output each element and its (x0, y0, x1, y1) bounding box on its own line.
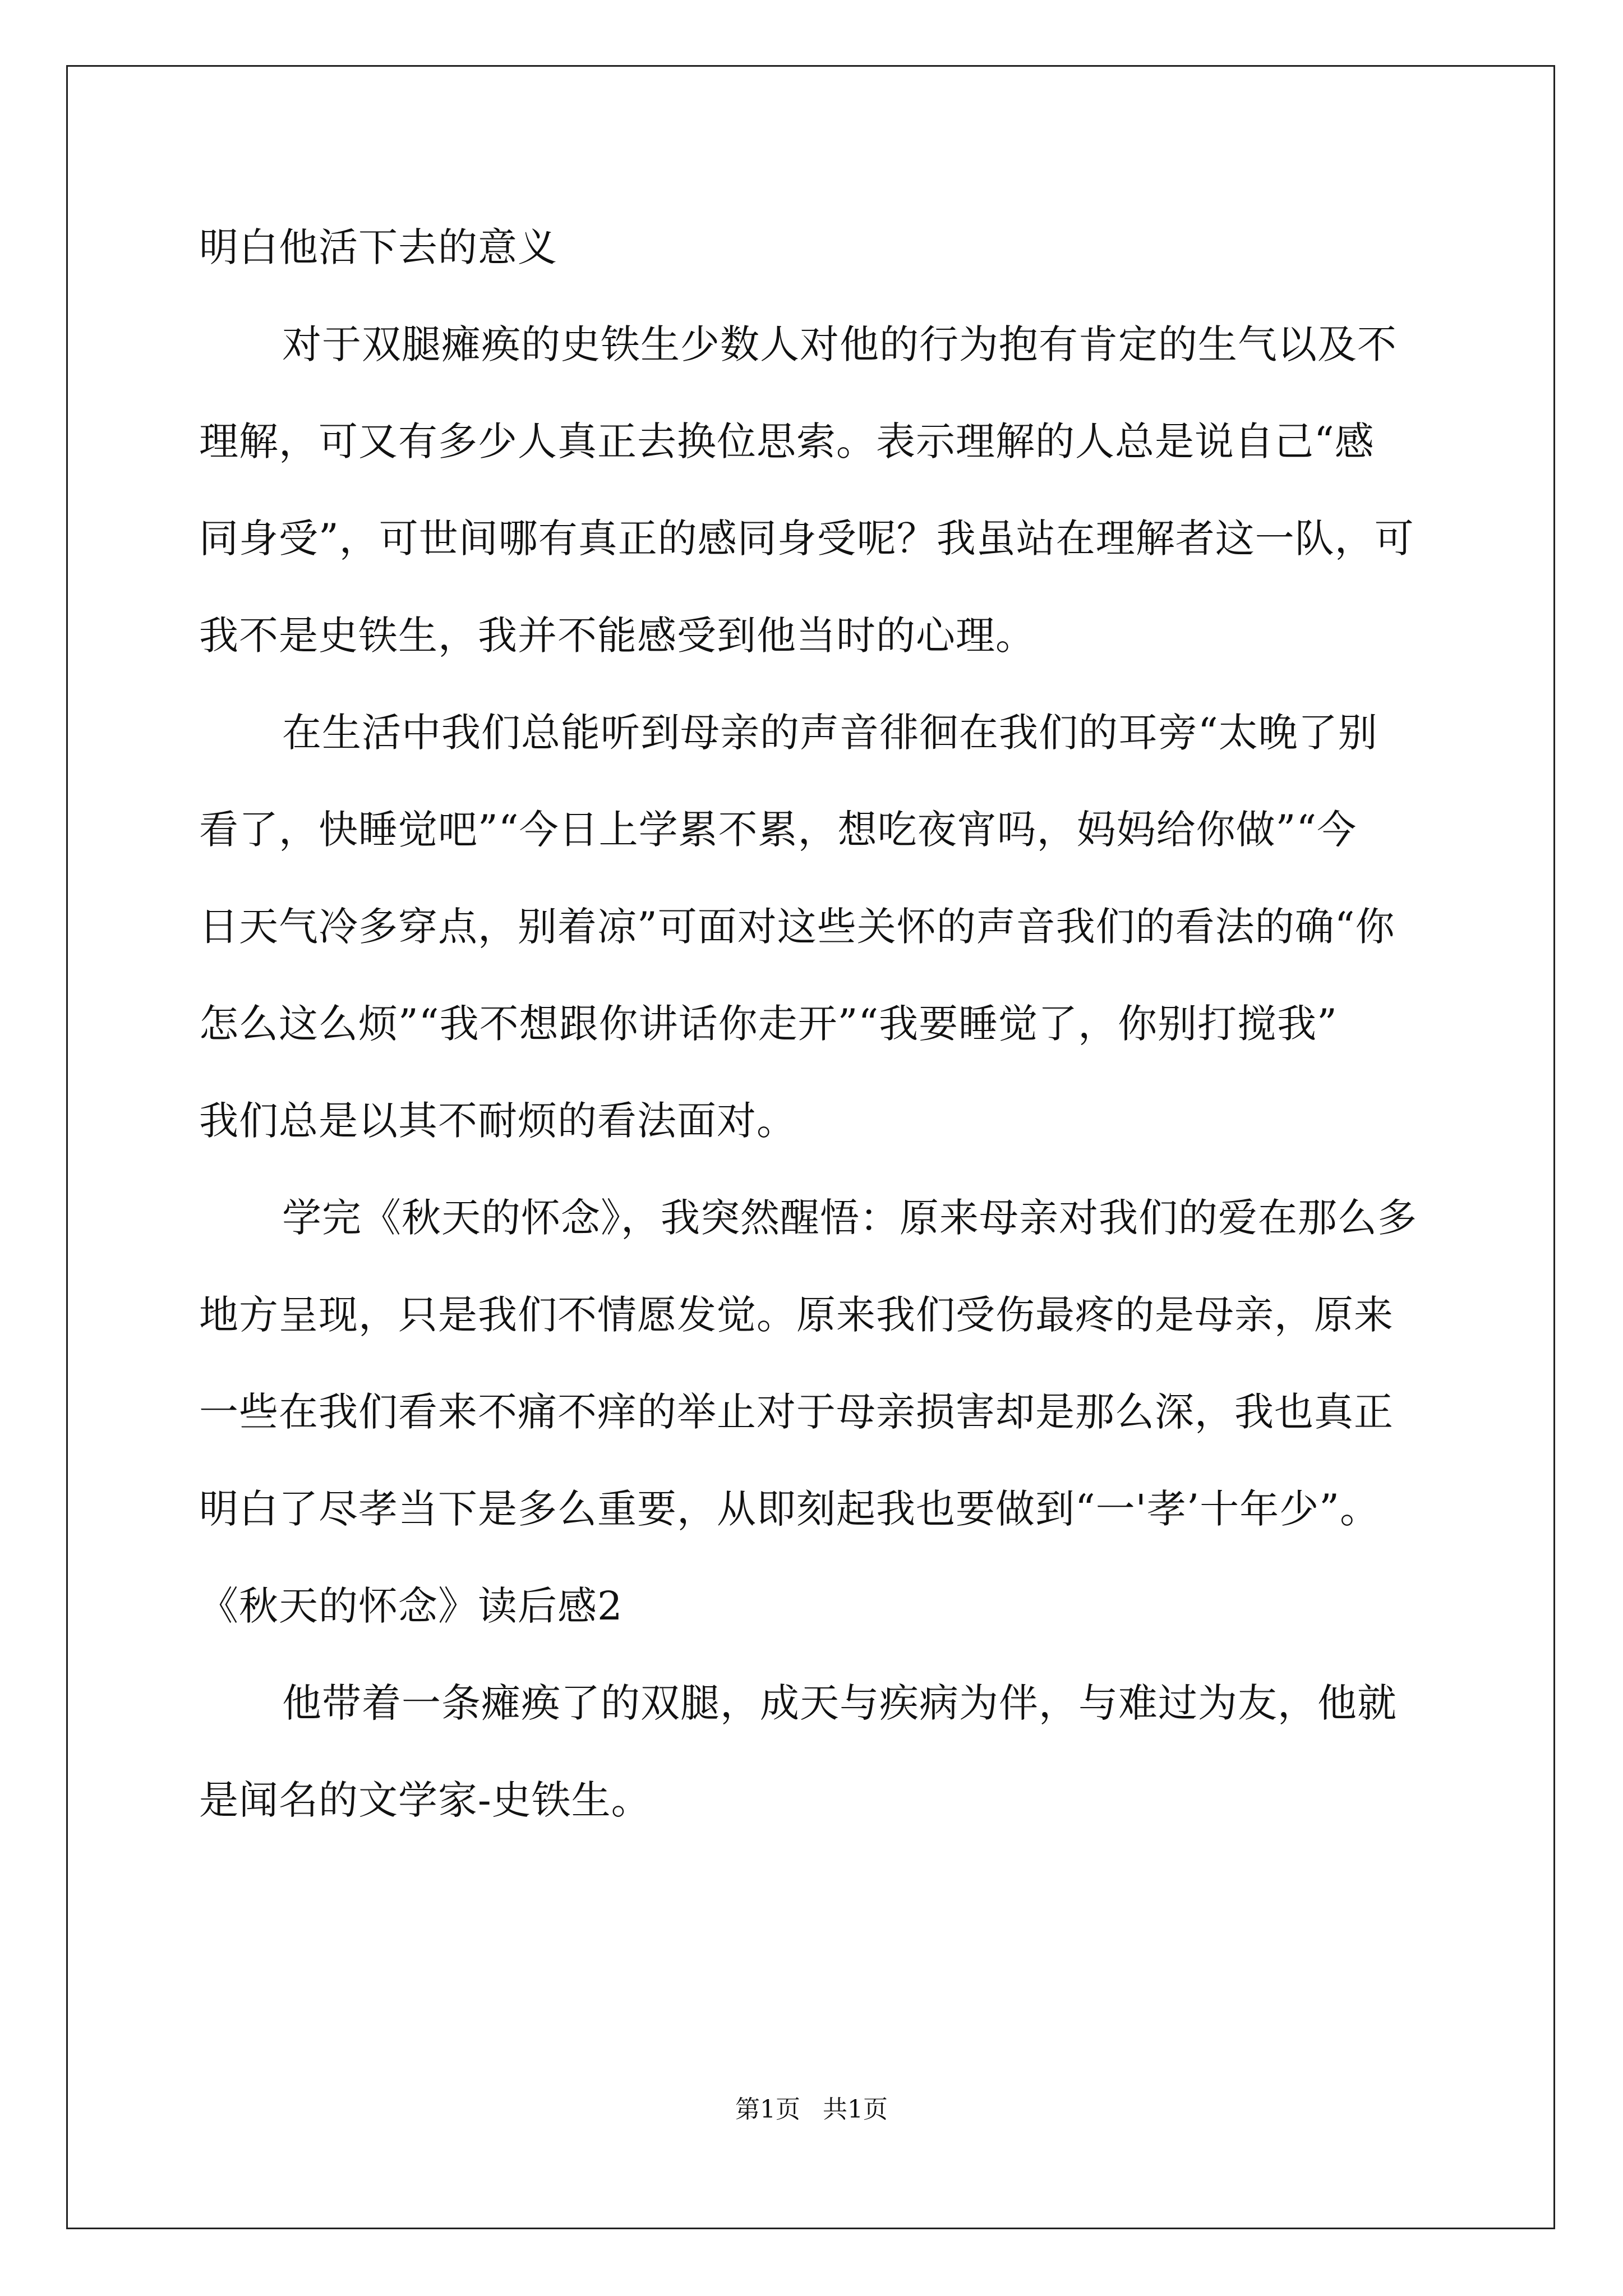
text-line-2: 对于双腿瘫痪的史铁生少数人对他的行为抱有肯定的生气以及不 (282, 321, 1397, 367)
text-line-11: 学完《秋天的怀念》，我突然醒悟：原来母亲对我们的爱在那么多 (282, 1195, 1417, 1241)
page-footer (0, 2093, 1623, 2127)
document-body (199, 199, 1467, 1849)
text-line-13: 一些在我们看来不痛不痒的举止对于母亲损害却是那么深，我也真正 (199, 1389, 1394, 1435)
text-line-3: 理解，可又有多少人真正去换位思索。表示理解的人总是说自己“感 (199, 418, 1375, 464)
page-total: 共1页 (823, 2095, 888, 2124)
text-line-1: 明白他活下去的意义 (199, 224, 557, 270)
text-line-12: 地方呈现，只是我们不情愿发觉。原来我们受伤最疼的是母亲，原来 (199, 1292, 1394, 1338)
text-line-14: 明白了尽孝当下是多么重要，从即刻起我也要做到“一'孝’十年少”。 (199, 1486, 1380, 1532)
section-heading: 《秋天的怀念》读后感2 (199, 1583, 623, 1629)
text-line-10: 我们总是以其不耐烦的看法面对。 (199, 1098, 796, 1144)
text-line-5: 我不是史铁生，我并不能感受到他当时的心理。 (199, 613, 1035, 659)
text-line-6: 在生活中我们总能听到母亲的声音徘徊在我们的耳旁“太晚了别 (282, 710, 1378, 756)
text-line-9: 怎么这么烦”“我不想跟你讲话你走开”“我要睡觉了，你别打搅我” (199, 1001, 1338, 1047)
text-line-17: 是闻名的文学家-史铁生。 (199, 1777, 651, 1823)
text-line-7: 看了，快睡觉吧”“今日上学累不累，想吃夜宵吗，妈妈给你做”“今 (199, 807, 1357, 853)
page-number: 第1页 (735, 2095, 800, 2124)
text-line-4: 同身受”，可世间哪有真正的感同身受呢？我虽站在理解者这一队，可 (199, 516, 1414, 562)
text-line-16: 他带着一条瘫痪了的双腿，成天与疾病为伴，与难过为友，他就 (282, 1680, 1397, 1726)
text-line-8: 日天气冷多穿点，别着凉”可面对这些关怀的声音我们的看法的确“你 (199, 904, 1395, 950)
